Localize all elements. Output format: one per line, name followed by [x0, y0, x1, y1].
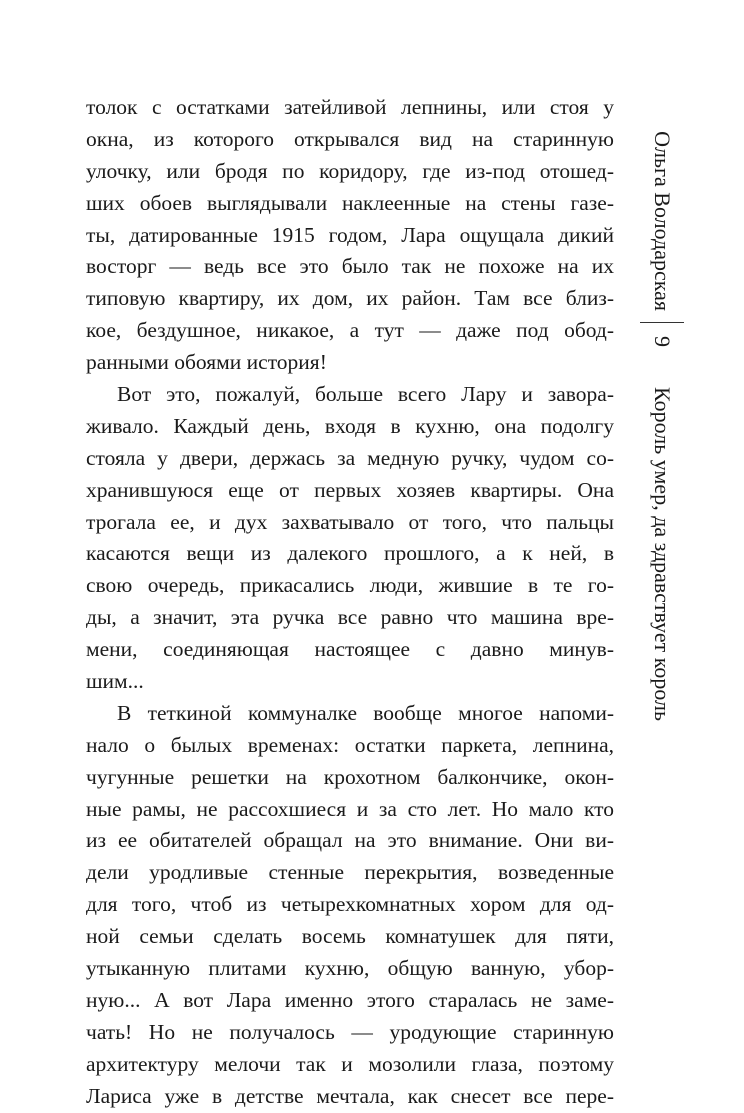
text-line: свою очередь, прикасались люди, жившие в те го- — [86, 573, 614, 598]
text-line: утыканную плитами кухню, общую ванную, убор- — [86, 956, 614, 981]
text-line: хранившуюся еще от первых хозяев квартиры. Она — [86, 477, 614, 502]
paragraph-2 — [86, 379, 614, 698]
page-number: 9 — [650, 336, 675, 347]
text-line: ную... А вот Лара именно этого старалась не заме- — [86, 987, 614, 1012]
text-line: улочку, или бродя по коридору, где из-под отошед- — [86, 158, 614, 183]
text-line: ранными обоями история! — [86, 350, 327, 375]
text-line: трогала ее, и дух захватывало от того, что пальцы — [86, 509, 614, 534]
paragraph-3 — [86, 698, 614, 1113]
text-line: для того, чтоб из четырехкомнатных хором для од- — [86, 892, 614, 917]
text-line: ды, а значит, эта ручка все равно что машина вре- — [86, 605, 614, 630]
text-line: архитектуру мелочи так и мозолили глаза, поэтому — [86, 1051, 614, 1076]
text-line: нало о былых временах: остатки паркета, лепнина, — [86, 732, 614, 757]
text-line: Лариса уже в детстве мечтала, как снесет все пере- — [86, 1083, 614, 1108]
text-line: окна, из которого открывался вид на старинную — [86, 126, 614, 151]
text-line: шим... — [86, 669, 144, 694]
text-line: толок с остатками затейливой лепнины, или стоя у — [86, 95, 614, 119]
text-line: ные рамы, не рассохшиеся и за сто лет. Но мало кто — [86, 796, 614, 821]
running-head-rotator — [632, 96, 692, 756]
paragraph-1 — [86, 92, 614, 379]
text-line: Вот это, пожалуй, больше всего Лару и завора- — [117, 382, 614, 407]
text-line: чугунные решетки на крохотном балкончике, окон- — [86, 764, 614, 789]
running-head-divider — [640, 322, 684, 323]
text-line: типовую квартиру, их дом, их район. Там все близ- — [86, 286, 614, 311]
running-head — [632, 96, 692, 756]
text-line: мени, соединяющая настоящее с давно минув- — [86, 637, 614, 662]
text-line: кое, бездушное, никакое, а тут — даже под обод- — [86, 318, 614, 343]
text-line: чать! Но не получалось — уродующие старинную — [86, 1019, 614, 1044]
text-line: стояла у двери, держась за медную ручку, чудом со- — [86, 445, 614, 470]
text-line: дели уродливые стенные перекрытия, возведенные — [86, 860, 614, 885]
text-line: восторг — ведь все это было так не похоже на их — [86, 254, 614, 279]
text-line: касаются вещи из далекого прошлого, а к ней, в — [86, 541, 614, 566]
text-line: ты, датированные 1915 годом, Лара ощущала дикий — [86, 222, 614, 247]
text-line: из ее обитателей обращал на это внимание. Они ви- — [86, 828, 614, 853]
text-line: В теткиной коммуналке вообще многое напоми- — [117, 700, 614, 725]
text-line: ной семьи сделать восемь комнатушек для пяти, — [86, 924, 614, 949]
running-head-title: Король умер, да здравствует король — [650, 387, 675, 722]
text-line: живало. Каждый день, входя в кухню, она подолгу — [86, 413, 614, 438]
running-head-author: Ольга Володарская — [650, 131, 675, 311]
body-text — [86, 92, 614, 1113]
text-line: ших обоев выглядывали наклеенные на стены газе- — [86, 190, 614, 215]
